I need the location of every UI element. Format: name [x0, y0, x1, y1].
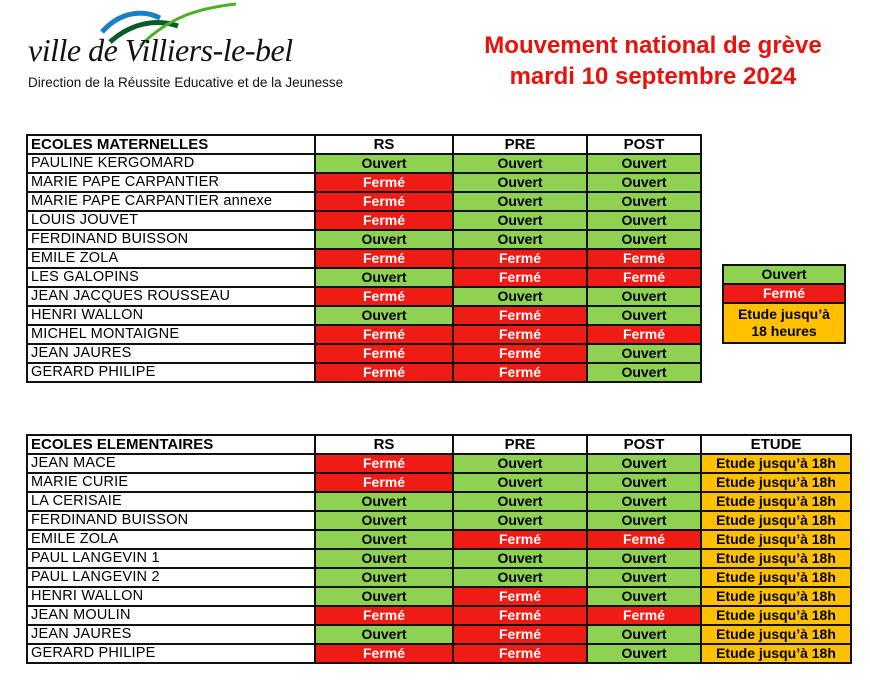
- table-row: [27, 549, 851, 568]
- status-post: Ouvert: [587, 230, 701, 249]
- status-pre: Ouvert: [453, 154, 587, 173]
- status-etude: Etude jusqu’à 18h: [701, 644, 851, 663]
- status-post: Ouvert: [587, 211, 701, 230]
- elementaires-header-etude: ETUDE: [701, 435, 851, 454]
- status-post: Ouvert: [587, 363, 701, 382]
- maternelles-header-row: [27, 135, 701, 154]
- table-row: [27, 287, 701, 306]
- status-pre: Ouvert: [453, 492, 587, 511]
- legend-table: [722, 264, 846, 344]
- school-name: PAUL LANGEVIN 2: [27, 568, 315, 587]
- maternelles-header-rs: RS: [315, 135, 453, 154]
- school-name: EMILE ZOLA: [27, 530, 315, 549]
- status-post: Ouvert: [587, 492, 701, 511]
- school-name: PAULINE KERGOMARD: [27, 154, 315, 173]
- status-post: Ouvert: [587, 587, 701, 606]
- status-rs: Fermé: [315, 211, 453, 230]
- status-rs: Ouvert: [315, 568, 453, 587]
- school-name: PAUL LANGEVIN 1: [27, 549, 315, 568]
- status-rs: Fermé: [315, 473, 453, 492]
- elementaires-header-rs: RS: [315, 435, 453, 454]
- status-post: Ouvert: [587, 644, 701, 663]
- school-name: JEAN MACE: [27, 454, 315, 473]
- status-etude: Etude jusqu’à 18h: [701, 549, 851, 568]
- status-rs: Fermé: [315, 173, 453, 192]
- status-rs: Fermé: [315, 287, 453, 306]
- logo-subtitle: Direction de la Réussite Educative et de la Jeunesse: [28, 75, 344, 90]
- table-row: [27, 344, 701, 363]
- table-row: [27, 249, 701, 268]
- status-post: Ouvert: [587, 454, 701, 473]
- status-pre: Ouvert: [453, 287, 587, 306]
- status-post: Fermé: [587, 325, 701, 344]
- school-name: JEAN JAURES: [27, 625, 315, 644]
- status-post: Fermé: [587, 606, 701, 625]
- status-rs: Ouvert: [315, 230, 453, 249]
- table-row: [27, 587, 851, 606]
- status-pre: Fermé: [453, 587, 587, 606]
- table-row: [27, 606, 851, 625]
- status-rs: Fermé: [315, 363, 453, 382]
- status-etude: Etude jusqu’à 18h: [701, 454, 851, 473]
- status-rs: Fermé: [315, 454, 453, 473]
- status-pre: Fermé: [453, 363, 587, 382]
- status-etude: Etude jusqu’à 18h: [701, 511, 851, 530]
- status-etude: Etude jusqu’à 18h: [701, 530, 851, 549]
- status-rs: Fermé: [315, 325, 453, 344]
- legend-etude-line-2: 18 heures: [751, 323, 817, 339]
- status-etude: Etude jusqu’à 18h: [701, 473, 851, 492]
- status-rs: Ouvert: [315, 530, 453, 549]
- legend-ferme: Fermé: [723, 284, 845, 303]
- logo-text: ville de Villiers-le-bel: [28, 32, 293, 68]
- table-row: [27, 530, 851, 549]
- school-name: FERDINAND BUISSON: [27, 511, 315, 530]
- elementaires-header-post: POST: [587, 435, 701, 454]
- table-row: [27, 511, 851, 530]
- status-post: Ouvert: [587, 306, 701, 325]
- school-name: FERDINAND BUISSON: [27, 230, 315, 249]
- status-post: Fermé: [587, 530, 701, 549]
- table-row: [27, 211, 701, 230]
- school-name: JEAN JAURES: [27, 344, 315, 363]
- school-name: MARIE PAPE CARPANTIER annexe: [27, 192, 315, 211]
- status-rs: Fermé: [315, 249, 453, 268]
- status-post: Ouvert: [587, 549, 701, 568]
- status-pre: Fermé: [453, 249, 587, 268]
- status-rs: Ouvert: [315, 587, 453, 606]
- table-row: [27, 192, 701, 211]
- status-post: Ouvert: [587, 287, 701, 306]
- table-row: [27, 492, 851, 511]
- status-post: Ouvert: [587, 344, 701, 363]
- table-row: [27, 325, 701, 344]
- status-rs: Ouvert: [315, 306, 453, 325]
- status-pre: Fermé: [453, 625, 587, 644]
- table-row: [27, 625, 851, 644]
- status-pre: Fermé: [453, 306, 587, 325]
- school-name: LES GALOPINS: [27, 268, 315, 287]
- school-name: LA CERISAIE: [27, 492, 315, 511]
- status-rs: Fermé: [315, 606, 453, 625]
- school-name: JEAN JACQUES ROUSSEAU: [27, 287, 315, 306]
- status-post: Ouvert: [587, 473, 701, 492]
- status-post: Ouvert: [587, 173, 701, 192]
- school-name: HENRI WALLON: [27, 306, 315, 325]
- legend-etude: [723, 303, 845, 343]
- status-pre: Fermé: [453, 268, 587, 287]
- status-rs: Fermé: [315, 644, 453, 663]
- status-pre: Ouvert: [453, 211, 587, 230]
- status-pre: Ouvert: [453, 473, 587, 492]
- table-row: [27, 363, 701, 382]
- status-post: Ouvert: [587, 568, 701, 587]
- status-pre: Fermé: [453, 606, 587, 625]
- status-rs: Ouvert: [315, 492, 453, 511]
- status-pre: Fermé: [453, 530, 587, 549]
- status-pre: Ouvert: [453, 454, 587, 473]
- table-row: [27, 268, 701, 287]
- status-post: Fermé: [587, 249, 701, 268]
- school-name: MARIE CURIE: [27, 473, 315, 492]
- status-rs: Ouvert: [315, 625, 453, 644]
- school-name: GERARD PHILIPE: [27, 363, 315, 382]
- school-name: MARIE PAPE CARPANTIER: [27, 173, 315, 192]
- maternelles-header-post: POST: [587, 135, 701, 154]
- school-name: HENRI WALLON: [27, 587, 315, 606]
- status-pre: Ouvert: [453, 173, 587, 192]
- status-post: Ouvert: [587, 192, 701, 211]
- elementaires-header-name: ECOLES ELEMENTAIRES: [27, 435, 315, 454]
- status-etude: Etude jusqu’à 18h: [701, 587, 851, 606]
- status-pre: Ouvert: [453, 549, 587, 568]
- status-rs: Fermé: [315, 192, 453, 211]
- elementaires-header-pre: PRE: [453, 435, 587, 454]
- status-pre: Fermé: [453, 344, 587, 363]
- status-post: Ouvert: [587, 511, 701, 530]
- title-line-2: mardi 10 septembre 2024: [509, 63, 797, 90]
- school-name: LOUIS JOUVET: [27, 211, 315, 230]
- maternelles-table: [26, 134, 702, 383]
- table-row: [27, 473, 851, 492]
- status-etude: Etude jusqu’à 18h: [701, 492, 851, 511]
- status-pre: Ouvert: [453, 568, 587, 587]
- status-rs: Ouvert: [315, 549, 453, 568]
- school-name: MICHEL MONTAIGNE: [27, 325, 315, 344]
- status-rs: Ouvert: [315, 268, 453, 287]
- table-row: [27, 644, 851, 663]
- status-etude: Etude jusqu’à 18h: [701, 568, 851, 587]
- legend-etude-line-1: Etude jusqu’à: [738, 306, 830, 322]
- school-name: JEAN MOULIN: [27, 606, 315, 625]
- status-pre: Ouvert: [453, 230, 587, 249]
- table-row: [27, 173, 701, 192]
- legend-ouvert: Ouvert: [723, 265, 845, 284]
- page-title: [418, 30, 870, 92]
- status-pre: Fermé: [453, 325, 587, 344]
- table-row: [27, 306, 701, 325]
- status-post: Fermé: [587, 268, 701, 287]
- elementaires-header-row: [27, 435, 851, 454]
- school-name: EMILE ZOLA: [27, 249, 315, 268]
- table-row: [27, 154, 701, 173]
- status-rs: Ouvert: [315, 154, 453, 173]
- city-logo: [28, 2, 428, 92]
- status-post: Ouvert: [587, 154, 701, 173]
- status-pre: Ouvert: [453, 192, 587, 211]
- title-line-1: Mouvement national de grève: [484, 32, 822, 59]
- status-post: Ouvert: [587, 625, 701, 644]
- status-etude: Etude jusqu’à 18h: [701, 606, 851, 625]
- table-row: [27, 568, 851, 587]
- school-name: GERARD PHILIPE: [27, 644, 315, 663]
- maternelles-header-pre: PRE: [453, 135, 587, 154]
- maternelles-header-name: ECOLES MATERNELLES: [27, 135, 315, 154]
- table-row: [27, 230, 701, 249]
- table-row: [27, 454, 851, 473]
- status-rs: Fermé: [315, 344, 453, 363]
- status-etude: Etude jusqu’à 18h: [701, 625, 851, 644]
- elementaires-table: [26, 434, 852, 664]
- status-pre: Fermé: [453, 644, 587, 663]
- status-rs: Ouvert: [315, 511, 453, 530]
- status-pre: Ouvert: [453, 511, 587, 530]
